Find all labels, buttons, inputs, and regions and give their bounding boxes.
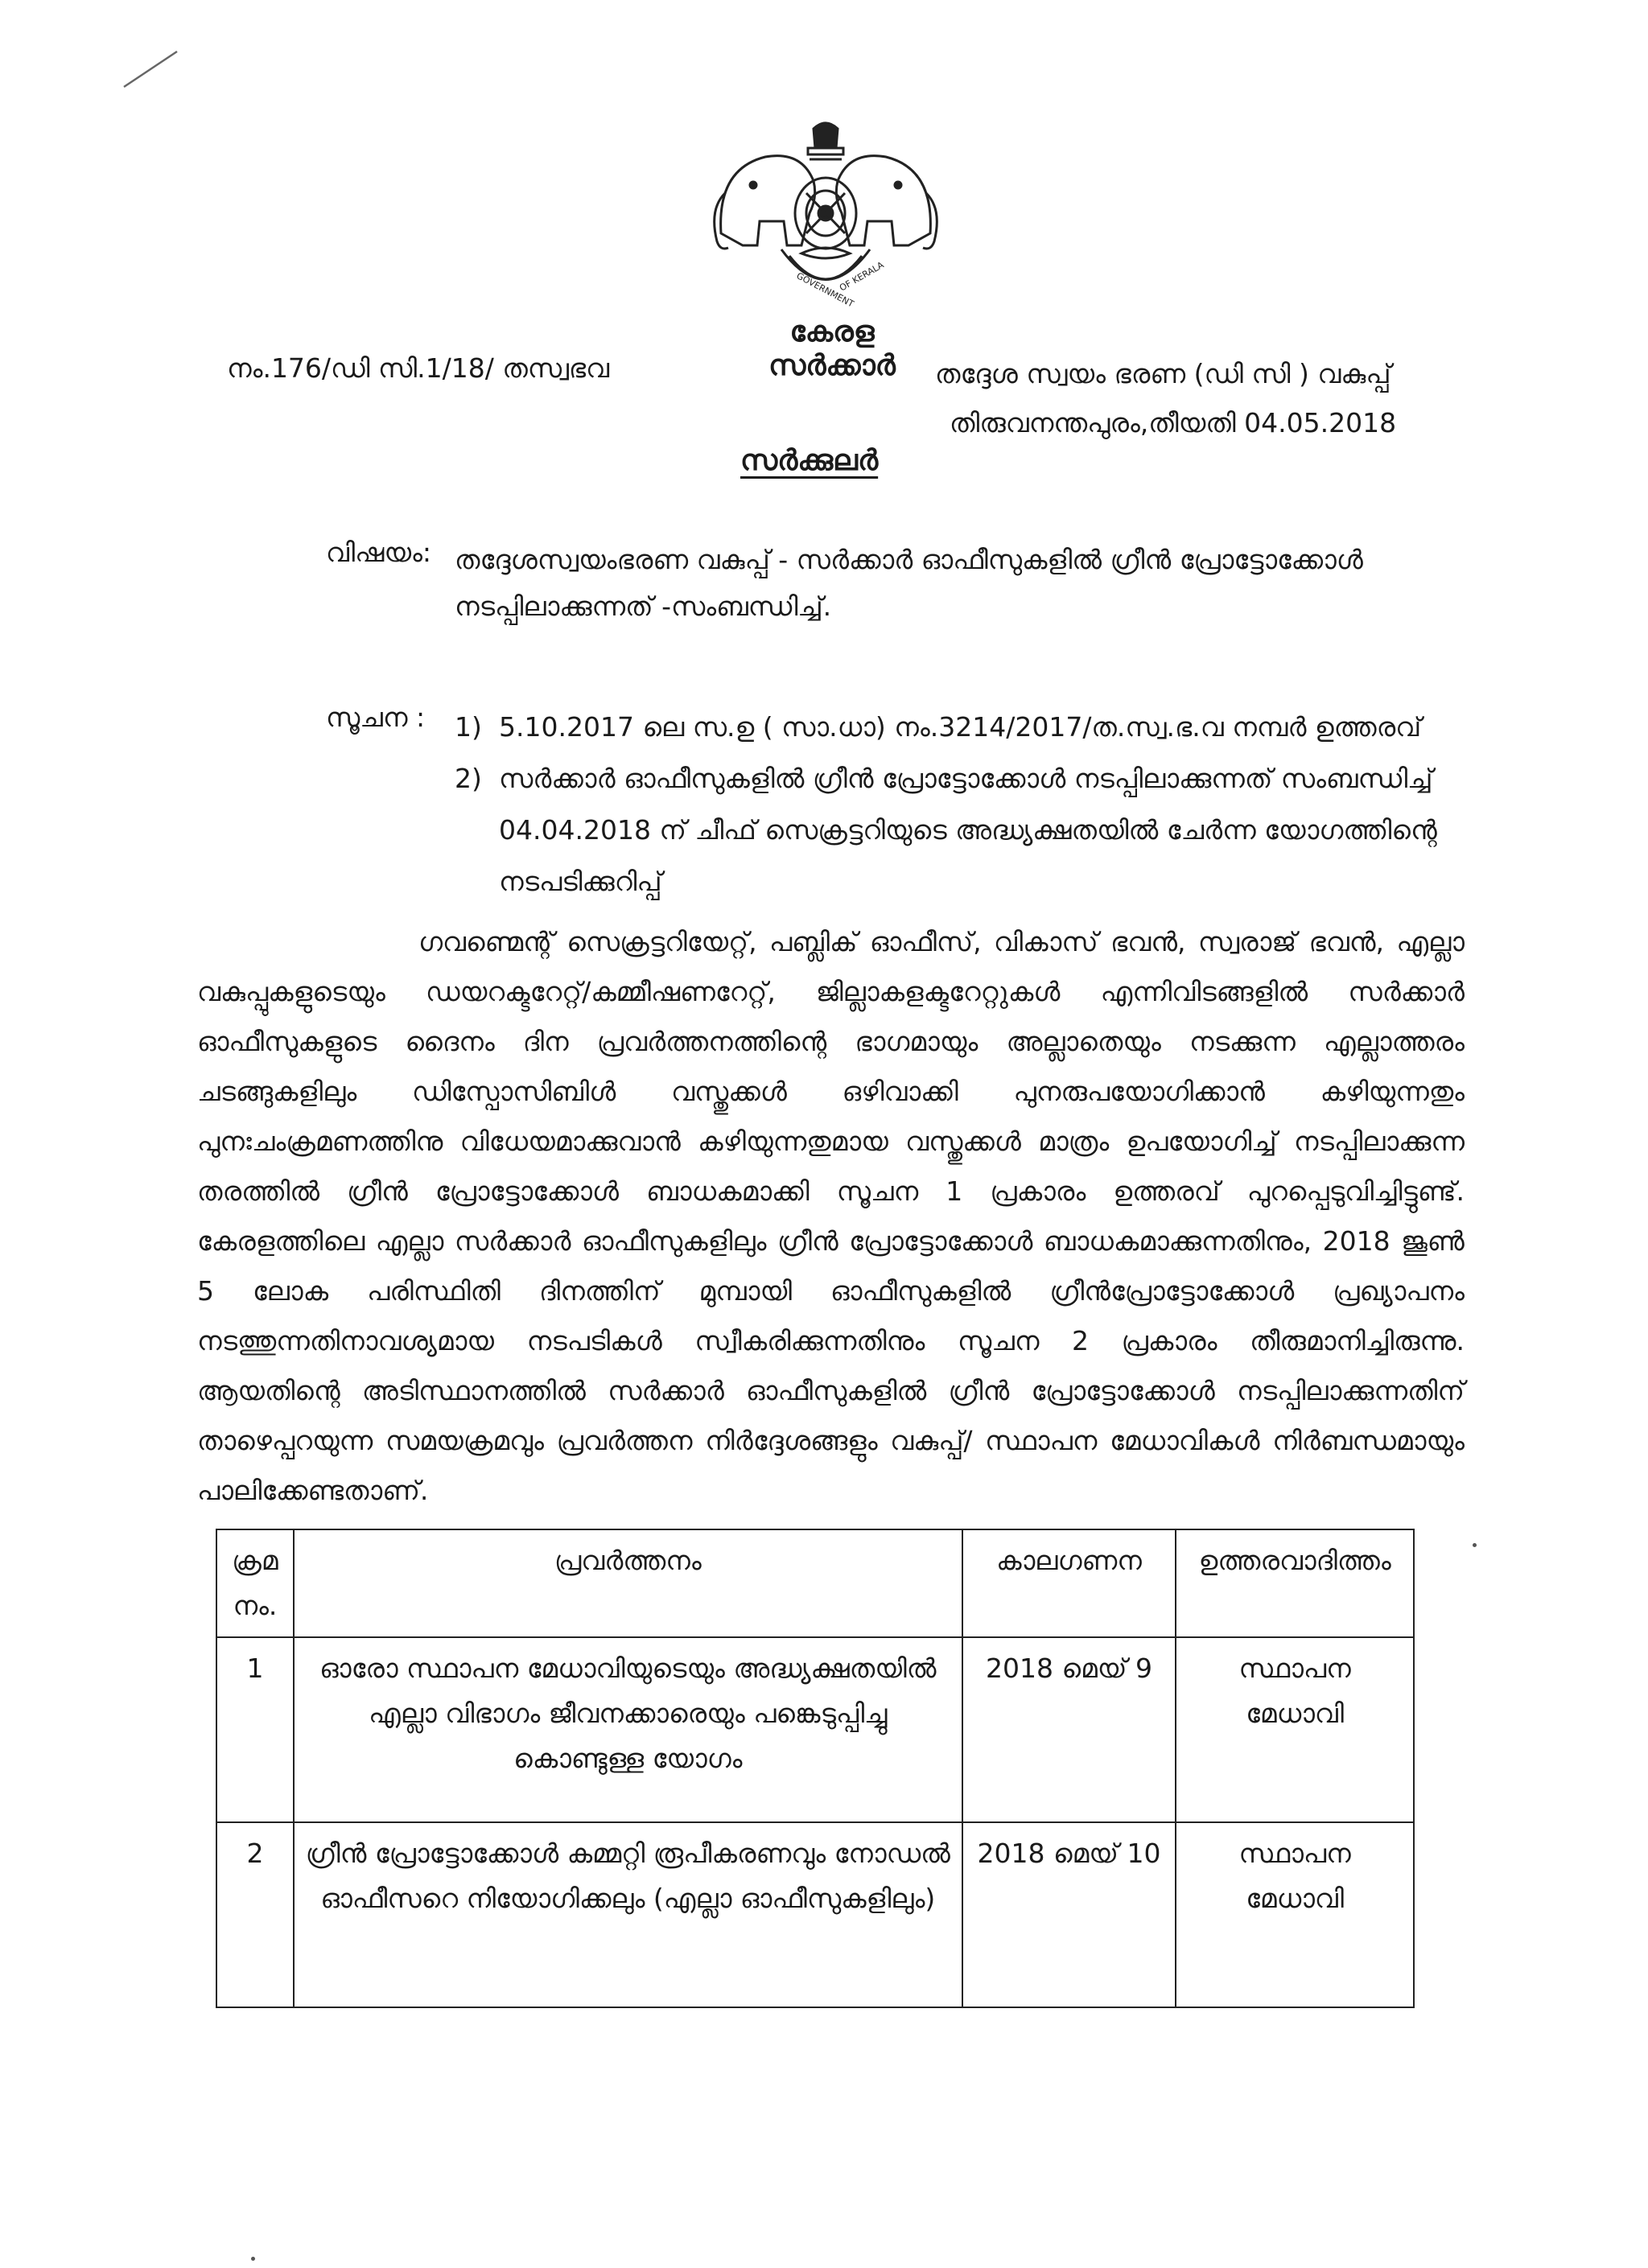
pen-stroke-mark	[121, 47, 185, 95]
cell-serial-no: 1	[216, 1637, 294, 1822]
subject-text: തദ്ദേശസ്വയംഭരണ വകുപ്പ് - സർക്കാർ ഓഫീസുകളിൽ ഗ്രീൻ പ്രോട്ടോക്കോൾ നടപ്പിലാക്കുന്നത് -സംബന്ധിച്ച്.	[455, 544, 1363, 622]
table-row	[216, 1822, 1414, 2007]
place-and-date: തിരുവനന്തപുരം,തീയതി 04.05.2018	[950, 407, 1397, 438]
svg-text:OF KERALA: OF KERALA	[838, 259, 886, 294]
header-responsibility: ഉത്തരവാദിത്തം	[1176, 1529, 1414, 1637]
header-activity: പ്രവർത്തനം	[294, 1529, 962, 1637]
document-title: സർക്കുലർ	[740, 444, 879, 477]
cell-responsibility: സ്ഥാപന മേധാവി	[1176, 1637, 1414, 1822]
body-paragraph: ഗവണ്മെന്റ് സെക്രട്ടറിയേറ്റ്, പബ്ലിക് ഓഫീസ്, വികാസ് ഭവൻ, സ്വരാജ് ഭവൻ, എല്ലാ വകുപ്പുകളുടെയും ഡയറക്ടറേറ്റ്/കമ്മീഷണറേറ്റ്, ജില്ലാകളക്ടറേറ്റുകൾ എന്നിവിടങ്ങളിൽ സർക്കാർ ഓഫീസുകളുടെ ദൈനം ദിന പ്രവർത്തനത്തിന്റെ ഭാഗമായും അല്ലാതെയും നടക്കുന്ന എല്ലാത്തരം ചടങ്ങുകളിലും ഡിസ്പോസിബിൾ വസ്തുക്കൾ ഒഴിവാക്കി പുനരുപയോഗിക്കാൻ കഴിയുന്നതും പുനഃചംക്രമണത്തിനു വിധേയമാക്കുവാൻ കഴിയുന്നതുമായ വസ്തുക്കൾ മാത്രം ഉപയോഗിച്ച് നടപ്പിലാക്കുന്ന തരത്തിൽ ഗ്രീൻ പ്രോട്ടോക്കോൾ ബാധകമാക്കി സൂചന 1 പ്രകാരം ഉത്തരവ് പുറപ്പെടുവിച്ചിട്ടുണ്ട്. കേരളത്തിലെ എല്ലാ സർക്കാർ ഓഫീസുകളിലും ഗ്രീൻ പ്രോട്ടോക്കോൾ ബാധകമാക്കുന്നതിനും, 2018 ജൂൺ 5 ലോക പരിസ്ഥിതി ദിനത്തിന് മുമ്പായി ഓഫീസുകളിൽ ഗ്രീൻപ്രോട്ടോക്കോൾ പ്രഖ്യാപനം നടത്തുന്നതിനാവശ്യമായ നടപടികൾ സ്വീകരിക്കുന്നതിനും സൂചന 2 പ്രകാരം തീരുമാനിച്ചിരുന്നു. ആയതിന്റെ അടിസ്ഥാനത്തിൽ സർക്കാർ ഓഫീസുകളിൽ ഗ്രീൻ പ്രോട്ടോക്കോൾ നടപ്പിലാക്കുന്നതിന് താഴെപ്പറയുന്ന സമയക്രമവും പ്രവർത്തന നിർദ്ദേശങ്ങളും വകുപ്പ്/ സ്ഥാപന മേധാവികൾ നിർബന്ധമായും പാലിക്കേണ്ടതാണ്.	[197, 926, 1465, 1506]
reference-item	[455, 702, 1501, 753]
government-name: കേരള സർക്കാർ	[768, 315, 896, 382]
svg-text:GOVERNMENT: GOVERNMENT	[794, 270, 856, 310]
scan-speck	[251, 2257, 255, 2261]
department-name: തദ്ദേശ സ്വയം ഭരണ (ഡി സി ) വകുപ്പ്	[935, 358, 1391, 389]
cell-timeline: 2018 മെയ് 10	[962, 1822, 1176, 2007]
cell-activity: ഗ്രീൻ പ്രോട്ടോക്കോൾ കമ്മറ്റി രൂപീകരണവും നോഡൽ ഓഫീസറെ നിയോഗിക്കലും (എല്ലാ ഓഫീസുകളിലും)	[294, 1822, 962, 2007]
cell-responsibility: സ്ഥാപന മേധാവി	[1176, 1822, 1414, 2007]
kerala-emblem-icon	[705, 113, 946, 314]
cell-activity: ഓരോ സ്ഥാപന മേധാവിയുടെയും അദ്ധ്യക്ഷതയിൽ എല്ലാ വിഭാഗം ജീവനക്കാരെയും പങ്കെടുപ്പിച്ചു കൊണ്ടുള്ള യോഗം	[294, 1637, 962, 1822]
header-timeline: കാലഗണന	[962, 1529, 1176, 1637]
schedule-table	[216, 1529, 1415, 2008]
reference-list	[455, 702, 1501, 908]
reference-label: സൂചന :	[326, 702, 426, 733]
table-header-row	[216, 1529, 1414, 1637]
reference-item	[455, 753, 1501, 908]
cell-serial-no: 2	[216, 1822, 294, 2007]
order-number: നം.176/ഡി സി.1/18/ തസ്വഭവ	[227, 352, 610, 384]
reference-number: 2)	[455, 763, 482, 794]
reference-number: 1)	[455, 711, 482, 743]
header-serial-no: ക്രമ നം.	[216, 1529, 294, 1637]
subject-label: വിഷയം:	[326, 537, 432, 568]
table-row	[216, 1637, 1414, 1822]
scan-speck	[1473, 1543, 1477, 1547]
reference-text: 5.10.2017 ലെ സ.ഉ ( സാ.ധാ) നം.3214/2017/ത.സ്വ.ഭ.വ നമ്പർ ഉത്തരവ്	[499, 711, 1422, 743]
cell-timeline: 2018 മെയ് 9	[962, 1637, 1176, 1822]
reference-text: സർക്കാർ ഓഫീസുകളിൽ ഗ്രീൻ പ്രോട്ടോക്കോൾ നടപ്പിലാക്കുന്നത് സംബന്ധിച്ച് 04.04.2018 ന് ചീഫ് സെക്രട്ടറിയുടെ അദ്ധ്യക്ഷതയിൽ ചേർന്ന യോഗത്തിന്റെ നടപടിക്കുറിപ്പ്	[499, 763, 1437, 897]
